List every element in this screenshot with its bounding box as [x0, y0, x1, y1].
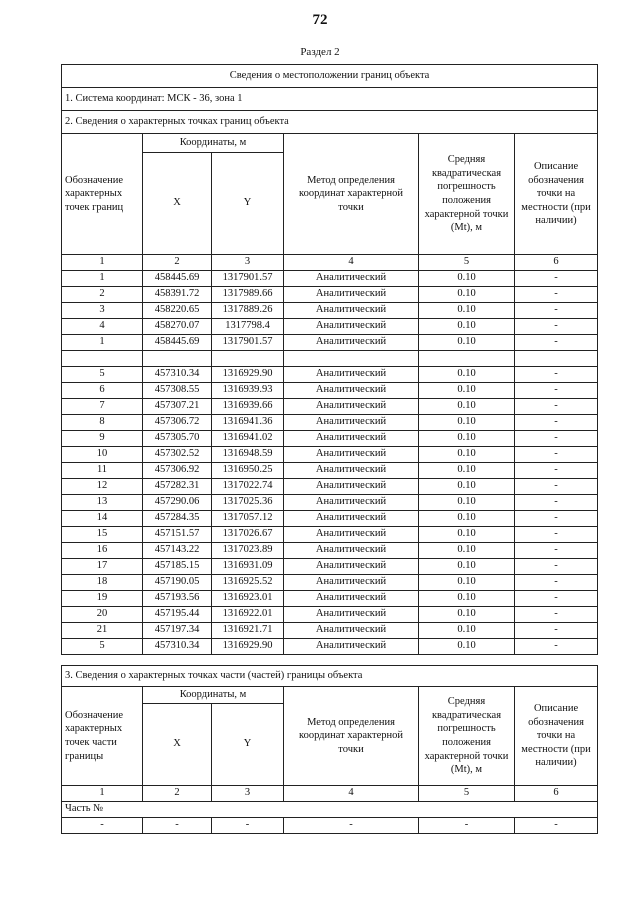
part-label-row: [62, 802, 598, 818]
column-number: 6: [515, 786, 598, 802]
column-number: 5: [419, 786, 515, 802]
x-value: 457195.44: [143, 607, 212, 623]
header-coordinates: Координаты, м: [143, 687, 284, 704]
column-number: 4: [284, 255, 419, 271]
table-row: [62, 431, 598, 447]
method-value: Аналитический: [284, 367, 419, 383]
point-id: 5: [62, 367, 143, 383]
error-value: 0.10: [419, 511, 515, 527]
x-value: 457282.31: [143, 479, 212, 495]
x-value: -: [143, 818, 212, 834]
method-value: Аналитический: [284, 431, 419, 447]
method-value: Аналитический: [284, 607, 419, 623]
method-value: Аналитический: [284, 623, 419, 639]
table-row: [62, 303, 598, 319]
header-y: Y: [212, 153, 284, 255]
description-value: -: [515, 543, 598, 559]
table-row: [62, 399, 598, 415]
error-value: 0.10: [419, 543, 515, 559]
point-id: 4: [62, 319, 143, 335]
x-value: 457151.57: [143, 527, 212, 543]
error-value: 0.10: [419, 287, 515, 303]
error-value: 0.10: [419, 399, 515, 415]
error-value: 0.10: [419, 431, 515, 447]
point-id: 20: [62, 607, 143, 623]
y-value: 1316929.90: [212, 639, 284, 655]
method-value: Аналитический: [284, 383, 419, 399]
y-value: 1316925.52: [212, 575, 284, 591]
header-error: Средняя квадратическая погрешность положения характерной точки (Mt), м: [419, 687, 515, 786]
table-row: [62, 527, 598, 543]
description-value: -: [515, 399, 598, 415]
point-id: 11: [62, 463, 143, 479]
y-value: 1316923.01: [212, 591, 284, 607]
description-value: -: [515, 479, 598, 495]
y-value: 1316948.59: [212, 447, 284, 463]
header-y: Y: [212, 704, 284, 786]
table-row: [62, 639, 598, 655]
y-value: 1317889.26: [212, 303, 284, 319]
y-value: 1316941.02: [212, 431, 284, 447]
header-designation-part: Обозначение характерных точек части границы: [62, 687, 143, 786]
description-value: -: [515, 575, 598, 591]
error-value: 0.10: [419, 415, 515, 431]
column-number: 3: [212, 786, 284, 802]
error-value: 0.10: [419, 575, 515, 591]
y-value: 1317798.4: [212, 319, 284, 335]
error-value: 0.10: [419, 527, 515, 543]
method-value: Аналитический: [284, 447, 419, 463]
x-value: 457306.72: [143, 415, 212, 431]
error-value: 0.10: [419, 495, 515, 511]
y-value: 1316929.90: [212, 367, 284, 383]
column-number: 1: [62, 255, 143, 271]
x-value: 457308.55: [143, 383, 212, 399]
method-value: Аналитический: [284, 479, 419, 495]
x-value: 457305.70: [143, 431, 212, 447]
table-row: [62, 575, 598, 591]
method-value: Аналитический: [284, 511, 419, 527]
error-value: 0.10: [419, 463, 515, 479]
error-value: 0.10: [419, 319, 515, 335]
point-id: 21: [62, 623, 143, 639]
table-row: [62, 607, 598, 623]
error-value: 0.10: [419, 591, 515, 607]
error-value: 0.10: [419, 639, 515, 655]
point-id: -: [62, 818, 143, 834]
description-value: -: [515, 415, 598, 431]
point-id: 6: [62, 383, 143, 399]
point-id: 18: [62, 575, 143, 591]
description-value: -: [515, 591, 598, 607]
y-value: 1317901.57: [212, 271, 284, 287]
table-row: [62, 559, 598, 575]
empty-cell: [143, 351, 212, 367]
header-x: X: [143, 153, 212, 255]
description-value: -: [515, 623, 598, 639]
column-number: 6: [515, 255, 598, 271]
description-value: -: [515, 447, 598, 463]
error-value: -: [419, 818, 515, 834]
header-description: Описание обозначения точки на местности (при наличии): [515, 134, 598, 255]
header-description: Описание обозначения точки на местности (при наличии): [515, 687, 598, 786]
point-id: 15: [62, 527, 143, 543]
table-row: [62, 335, 598, 351]
x-value: 457307.21: [143, 399, 212, 415]
header-error: Средняя квадратическая погрешность положения характерной точки (Mt), м: [419, 134, 515, 255]
method-value: Аналитический: [284, 495, 419, 511]
point-id: 8: [62, 415, 143, 431]
page-number: 72: [312, 12, 328, 28]
table-row: [62, 818, 598, 834]
column-number: 3: [212, 255, 284, 271]
x-value: 457306.92: [143, 463, 212, 479]
y-value: 1316939.93: [212, 383, 284, 399]
table-row: [62, 495, 598, 511]
error-value: 0.10: [419, 271, 515, 287]
y-value: 1316950.25: [212, 463, 284, 479]
section-label: Раздел 2: [300, 46, 340, 58]
method-value: Аналитический: [284, 271, 419, 287]
empty-cell: [515, 351, 598, 367]
column-number: 1: [62, 786, 143, 802]
point-id: 9: [62, 431, 143, 447]
point-id: 16: [62, 543, 143, 559]
y-value: 1316922.01: [212, 607, 284, 623]
part2-heading: 2. Сведения о характерных точках границ объекта: [62, 111, 598, 134]
y-value: -: [212, 818, 284, 834]
error-value: 0.10: [419, 479, 515, 495]
y-value: 1317022.74: [212, 479, 284, 495]
description-value: -: [515, 271, 598, 287]
method-value: Аналитический: [284, 559, 419, 575]
table-row: [62, 415, 598, 431]
method-value: Аналитический: [284, 319, 419, 335]
x-value: 457310.34: [143, 639, 212, 655]
table-row: [62, 319, 598, 335]
error-value: 0.10: [419, 607, 515, 623]
point-id: 1: [62, 335, 143, 351]
x-value: 457197.34: [143, 623, 212, 639]
x-value: 458445.69: [143, 335, 212, 351]
description-value: -: [515, 431, 598, 447]
column-number: 4: [284, 786, 419, 802]
table-row: [62, 271, 598, 287]
x-value: 458445.69: [143, 271, 212, 287]
description-value: -: [515, 383, 598, 399]
point-id: 5: [62, 639, 143, 655]
x-value: 458270.07: [143, 319, 212, 335]
table-row: [62, 447, 598, 463]
x-value: 457193.56: [143, 591, 212, 607]
method-value: -: [284, 818, 419, 834]
y-value: 1316941.36: [212, 415, 284, 431]
method-value: Аналитический: [284, 543, 419, 559]
x-value: 457185.15: [143, 559, 212, 575]
part-points-table: [61, 665, 598, 834]
empty-cell: [419, 351, 515, 367]
table-row: [62, 623, 598, 639]
x-value: 457190.05: [143, 575, 212, 591]
part-label: Часть №: [62, 802, 598, 818]
point-id: 1: [62, 271, 143, 287]
y-value: 1317989.66: [212, 287, 284, 303]
column-number: 2: [143, 786, 212, 802]
y-value: 1317023.89: [212, 543, 284, 559]
method-value: Аналитический: [284, 575, 419, 591]
point-id: 2: [62, 287, 143, 303]
error-value: 0.10: [419, 447, 515, 463]
point-id: 13: [62, 495, 143, 511]
description-value: -: [515, 367, 598, 383]
point-id: 10: [62, 447, 143, 463]
boundary-points-table: [61, 64, 598, 655]
description-value: -: [515, 511, 598, 527]
method-value: Аналитический: [284, 415, 419, 431]
table-row: [62, 367, 598, 383]
x-value: 457143.22: [143, 543, 212, 559]
empty-cell: [284, 351, 419, 367]
point-id: 3: [62, 303, 143, 319]
table-title: Сведения о местоположении границ объекта: [62, 65, 598, 88]
error-value: 0.10: [419, 335, 515, 351]
y-value: 1316931.09: [212, 559, 284, 575]
point-id: 17: [62, 559, 143, 575]
description-value: -: [515, 559, 598, 575]
error-value: 0.10: [419, 303, 515, 319]
description-value: -: [515, 319, 598, 335]
method-value: Аналитический: [284, 287, 419, 303]
y-value: 1317901.57: [212, 335, 284, 351]
empty-cell: [62, 351, 143, 367]
description-value: -: [515, 495, 598, 511]
column-number-row: [62, 255, 598, 271]
description-value: -: [515, 335, 598, 351]
method-value: Аналитический: [284, 399, 419, 415]
y-value: 1316939.66: [212, 399, 284, 415]
point-id: 12: [62, 479, 143, 495]
description-value: -: [515, 818, 598, 834]
table-row: [62, 479, 598, 495]
error-value: 0.10: [419, 367, 515, 383]
x-value: 458391.72: [143, 287, 212, 303]
point-id: 19: [62, 591, 143, 607]
x-value: 457290.06: [143, 495, 212, 511]
point-id: 14: [62, 511, 143, 527]
x-value: 458220.65: [143, 303, 212, 319]
point-id: 7: [62, 399, 143, 415]
table-row: [62, 511, 598, 527]
table-row: [62, 543, 598, 559]
method-value: Аналитический: [284, 591, 419, 607]
error-value: 0.10: [419, 623, 515, 639]
description-value: -: [515, 639, 598, 655]
coordinate-system: 1. Система координат: МСК - 36, зона 1: [62, 88, 598, 111]
y-value: 1317026.67: [212, 527, 284, 543]
method-value: Аналитический: [284, 527, 419, 543]
y-value: 1317025.36: [212, 495, 284, 511]
table-row: [62, 287, 598, 303]
description-value: -: [515, 303, 598, 319]
table-row: [62, 383, 598, 399]
header-x: X: [143, 704, 212, 786]
description-value: -: [515, 287, 598, 303]
part3-heading: 3. Сведения о характерных точках части (частей) границы объекта: [62, 666, 598, 687]
y-value: 1316921.71: [212, 623, 284, 639]
x-value: 457284.35: [143, 511, 212, 527]
description-value: -: [515, 527, 598, 543]
method-value: Аналитический: [284, 335, 419, 351]
empty-cell: [212, 351, 284, 367]
column-number: 5: [419, 255, 515, 271]
table-row: [62, 463, 598, 479]
separator-row: [62, 351, 598, 367]
y-value: 1317057.12: [212, 511, 284, 527]
error-value: 0.10: [419, 559, 515, 575]
header-designation: Обозначение характерных точек границ: [62, 134, 143, 255]
header-coordinates: Координаты, м: [143, 134, 284, 153]
error-value: 0.10: [419, 383, 515, 399]
method-value: Аналитический: [284, 639, 419, 655]
description-value: -: [515, 463, 598, 479]
description-value: -: [515, 607, 598, 623]
column-number: 2: [143, 255, 212, 271]
method-value: Аналитический: [284, 303, 419, 319]
column-number-row: [62, 786, 598, 802]
method-value: Аналитический: [284, 463, 419, 479]
header-method: Метод определения координат характерной точки: [284, 134, 419, 255]
header-method: Метод определения координат характерной точки: [284, 687, 419, 786]
x-value: 457310.34: [143, 367, 212, 383]
table-row: [62, 591, 598, 607]
x-value: 457302.52: [143, 447, 212, 463]
